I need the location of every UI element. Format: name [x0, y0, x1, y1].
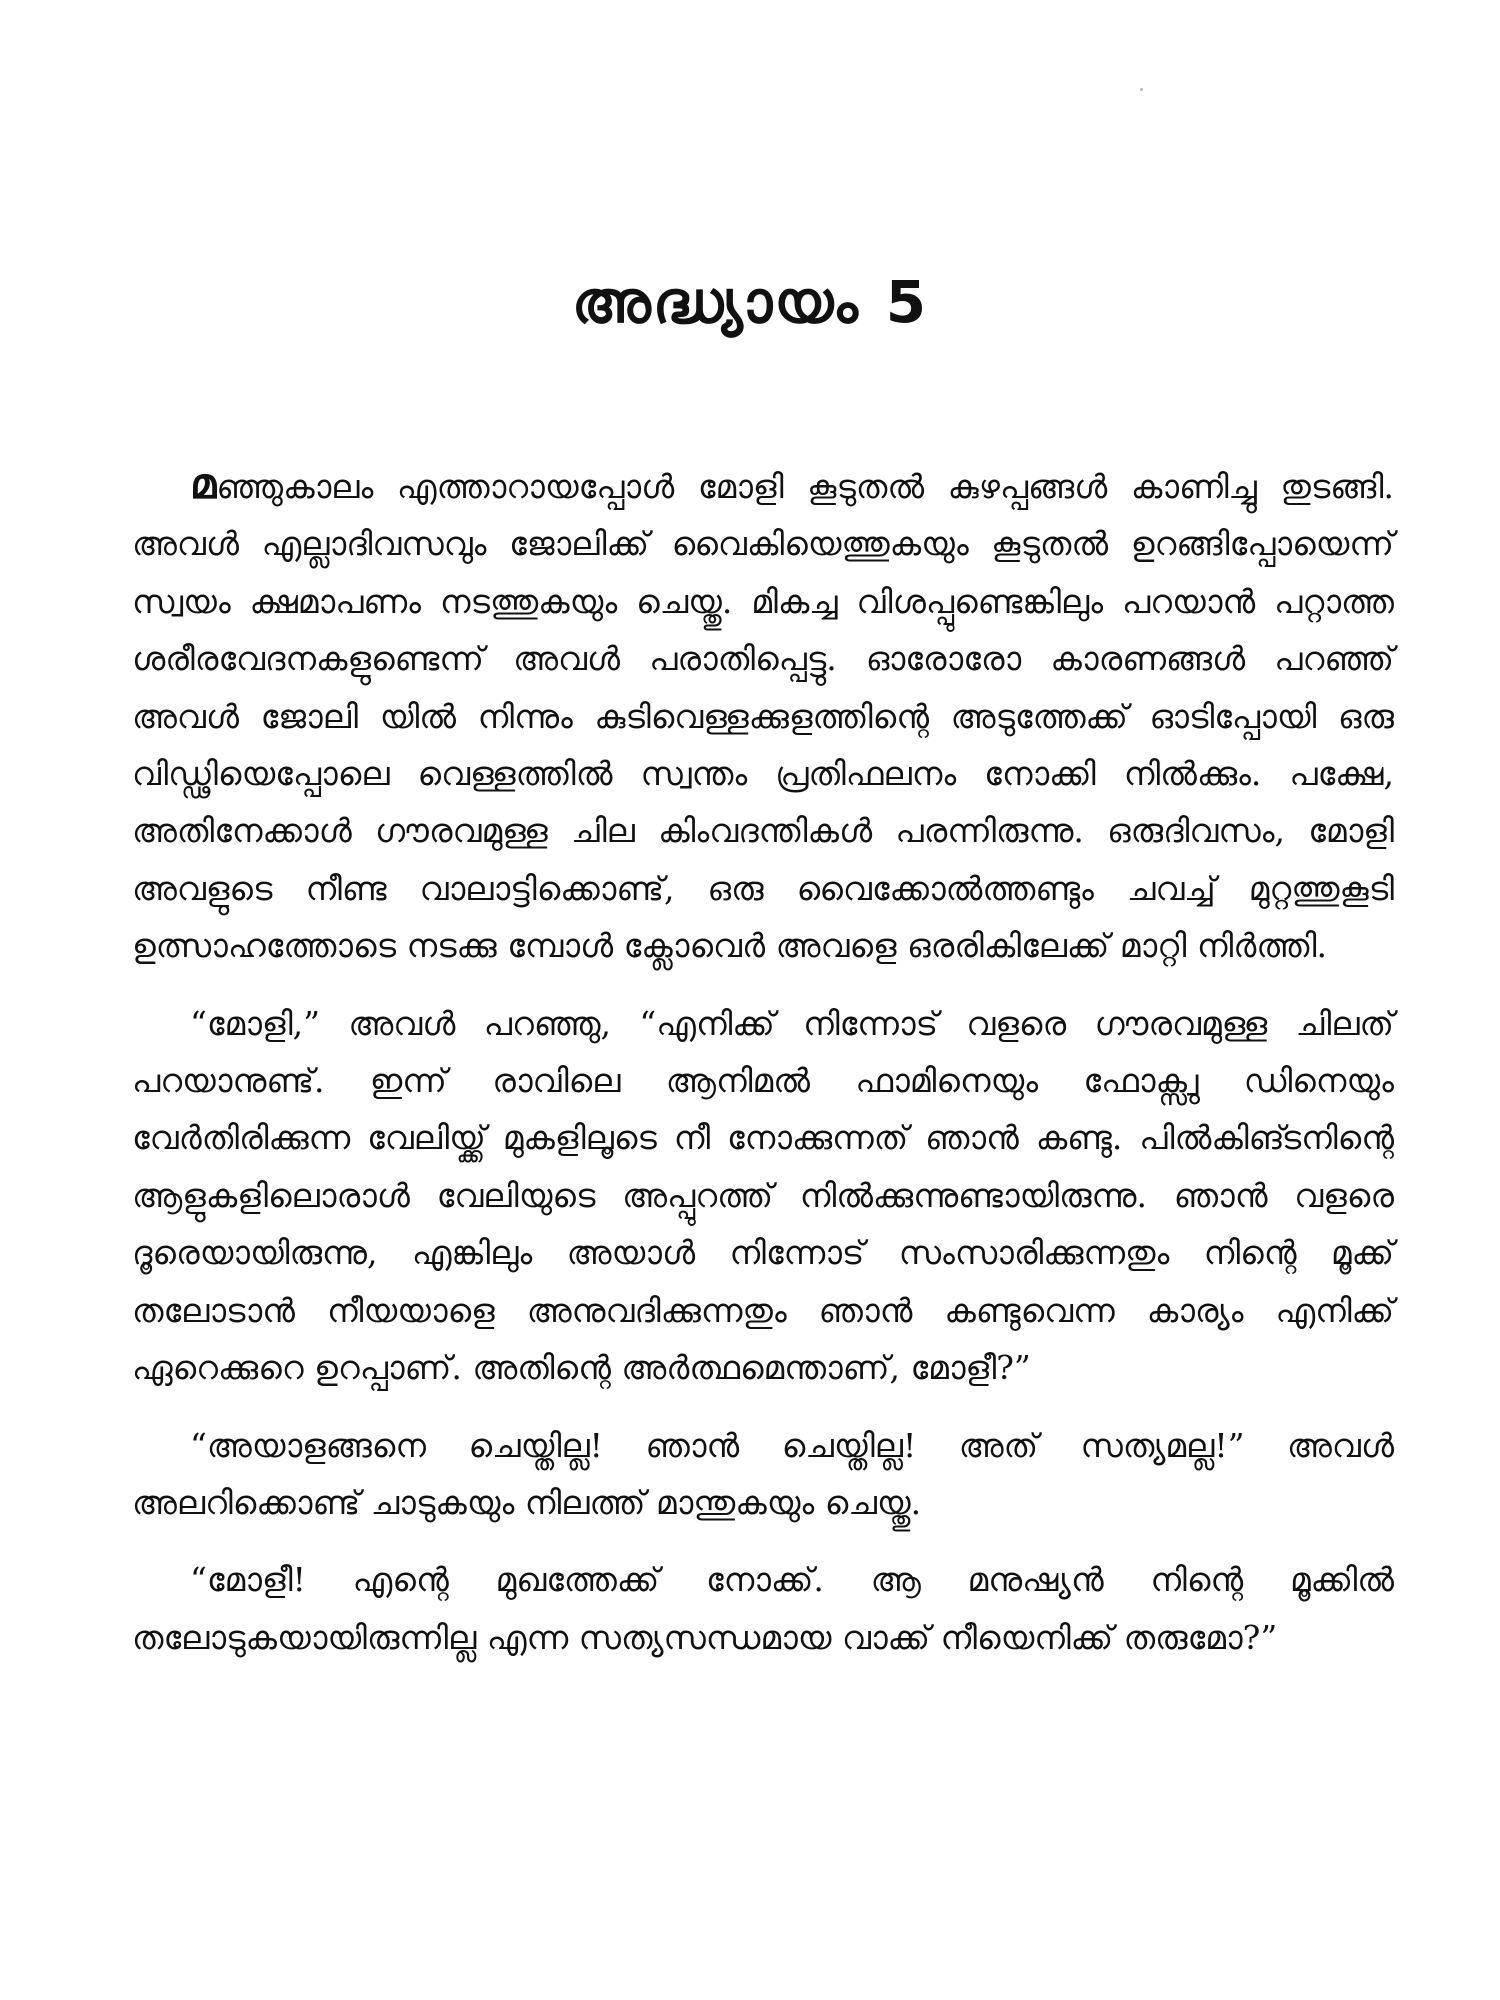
- paragraph-4: “മോളീ! എന്റെ മുഖത്തേക്ക് നോക്ക്. ആ മനുഷ്യൻ നിന്റെ മൂക്കിൽ തലോടുകയായിരുന്നില്ല എന്ന സത്യസന്ധമായ വാക്ക് നീയെനിക്ക് തരുമോ?”: [132, 1560, 1394, 1657]
- chapter-heading: [0, 262, 1500, 342]
- chapter-number: 5: [885, 268, 929, 336]
- paragraph-1-text: ഞ്ഞുകാലം എത്താറായപ്പോൾ മോളി കൂടുതൽ കുഴപ്പങ്ങൾ കാണിച്ചു തുടങ്ങി. അവൾ എല്ലാദിവസവും ജോലിക്ക് വൈകിയെത്തുകയും കൂടുതൽ ഉറങ്ങിപ്പോയെന്ന് സ്വയം ക്ഷമാപണം നടത്തുകയും ചെയ്തു. മികച്ച വിശപ്പുണ്ടെങ്കിലും പറയാൻ പറ്റാത്ത ശരീരവേദനകളുണ്ടെന്ന് അവൾ പരാതിപ്പെട്ടു. ഓരോരോ കാരണങ്ങൾ പറഞ്ഞ് അവൾ ജോലി യിൽ നിന്നും കുടിവെള്ളക്കുളത്തിന്റെ അടുത്തേക്ക് ഓടിപ്പോയി ഒരു വിഡ്ഢിയെപ്പോലെ വെള്ളത്തിൽ സ്വന്തം പ്രതിഫലനം നോക്കി നിൽക്കും. പക്ഷേ, അതിനേക്കാൾ ഗൗരവമുള്ള ചില കിംവദന്തികൾ പരന്നിരുന്നു. ഒരുദിവസം, മോളി അവളുടെ നീണ്ട വാലാട്ടിക്കൊണ്ട്, ഒരു വൈക്കോൽത്തണ്ടും ചവച്ച് മുറ്റത്തുകൂടി ഉത്സാഹത്തോടെ നടക്കു മ്പോൾ ക്ലോവെർ അവളെ ഒരരികിലേക്ക് മാറ്റി നിർത്തി.: [132, 467, 1394, 966]
- paragraph-1: [132, 455, 1394, 975]
- chapter-title-word: അദ്ധ്യായം: [571, 268, 860, 336]
- paragraph-2: “മോളി,” അവൾ പറഞ്ഞു, “എനിക്ക് നിന്നോട് വളരെ ഗൗരവമുള്ള ചിലത് പറയാനുണ്ട്. ഇന്ന് രാവിലെ ആനിമൽ ഫാമിനെയും ഫോക്സ്വു ഡിനെയും വേർതിരിക്കുന്ന വേലിയ്ക്ക് മുകളിലൂടെ നീ നോക്കുന്നത് ഞാൻ കണ്ടു. പിൽകിങ്ടനിന്റെ ആളുകളിലൊരാൾ വേലിയുടെ അപ്പുറത്ത് നിൽക്കുന്നുണ്ടായിരുന്നു. ഞാൻ വളരെ ദൂരെയായിരുന്നു, എങ്കിലും അയാൾ നിന്നോട് സംസാരിക്കുന്നതും നിന്റെ മൂക്ക് തലോടാൻ നീയയാളെ അനുവദിക്കുന്നതും ഞാൻ കണ്ടുവെന്ന കാര്യം എനിക്ക് ഏറെക്കുറെ ഉറപ്പാണ്. അതിന്റെ അർത്ഥമെന്താണ്, മോളീ?”: [132, 1003, 1394, 1388]
- paragraph-3: “അയാളങ്ങനെ ചെയ്തില്ല! ഞാൻ ചെയ്തില്ല! അത് സത്യമല്ല!” അവൾ അലറിക്കൊണ്ട് ചാടുകയും നിലത്ത് മാന്തുകയും ചെയ്തു.: [132, 1425, 1394, 1522]
- dropcap-letter: മ: [190, 459, 217, 508]
- scan-speck: [1140, 88, 1143, 91]
- chapter-body: [132, 455, 1394, 1686]
